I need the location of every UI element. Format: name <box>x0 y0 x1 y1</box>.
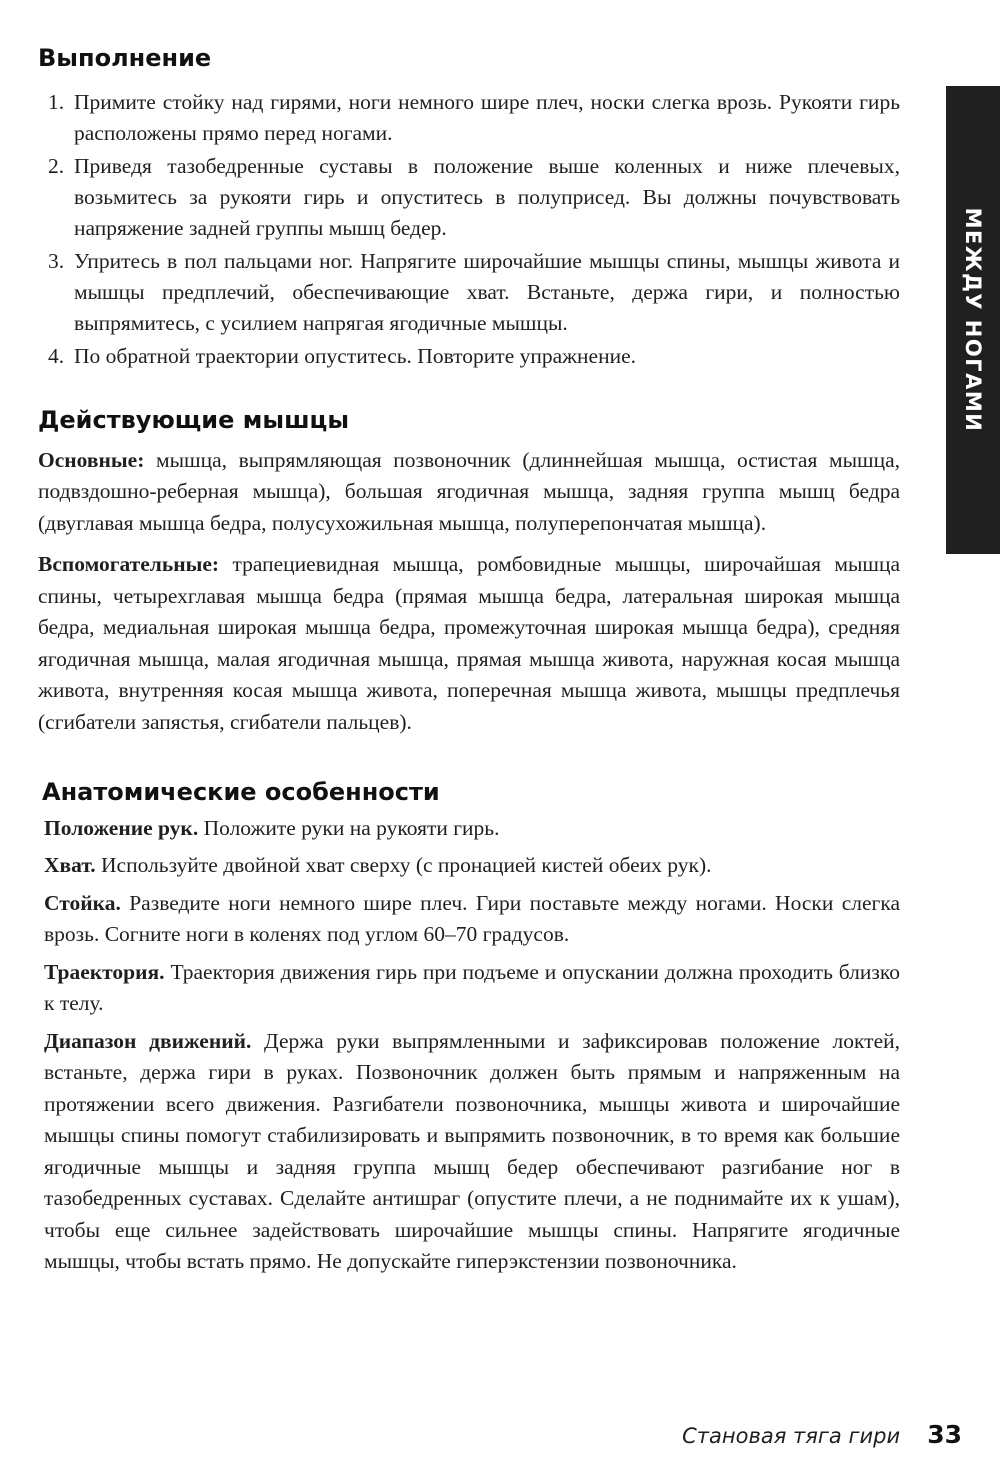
primary-muscles-text: мышца, выпрямляющая позвоночник (длиннейшая мышца, остистая мышца, подвздошно-реберная мышца), большая ягодичная мышца, задняя группа мышц бедра (двуглавая мышца бедра, полусухожильная мышца, полуперепончатая мышца). <box>38 447 901 535</box>
anatomy-item-label: Диапазон движений. <box>44 1028 252 1053</box>
anatomy-item-label: Положение рук. <box>44 815 199 840</box>
anatomy-item-label: Хват. <box>44 853 96 878</box>
step-text: Упритесь в пол пальцами ног. Напрягите широчайшие мышцы спины, мышцы живота и мышцы предплечий, обеспечивающие хват. Встаньте, держа гири, и полностью выпрямитесь, с усилием напрягая ягодичные мышцы. <box>74 248 900 335</box>
step-item <box>38 151 900 244</box>
heading-anatomy: Анатомические особенности <box>42 778 440 807</box>
primary-muscles-paragraph <box>38 445 900 540</box>
step-text: Приведя тазобедренные суставы в положение выше коленных и ниже плечевых, возьмитесь за рукояти гирь и опуститесь в полуприсед. Вы должны почувствовать напряжение задней группы мышц бедер. <box>74 153 900 240</box>
step-number: 1. <box>48 89 65 114</box>
page-footer <box>682 1420 962 1449</box>
step-item <box>38 87 900 149</box>
secondary-muscles-label: Вспомогательные: <box>38 552 220 577</box>
anatomy-item-text: Траектория движения гирь при подъеме и опускании должна проходить близко к телу. <box>44 959 900 1016</box>
anatomy-item-text: Положите руки на рукояти гирь. <box>203 815 500 840</box>
anatomy-block <box>44 813 900 1278</box>
anatomy-item-label: Траектория. <box>44 959 165 984</box>
primary-muscles-label: Основные: <box>38 447 145 472</box>
anatomy-item-text: Используйте двойной хват сверху (с пронацией кистей обеих рук). <box>101 853 712 878</box>
step-text: По обратной траектории опуститесь. Повторите упражнение. <box>74 343 636 368</box>
heading-execution: Выполнение <box>38 44 212 72</box>
step-number: 4. <box>48 343 65 368</box>
execution-steps-list <box>38 87 900 372</box>
anatomy-item-stance <box>44 888 900 951</box>
anatomy-item-hand-position <box>44 813 900 845</box>
running-title: Становая тяга гири <box>682 1424 901 1448</box>
anatomy-item-range-of-motion <box>44 1026 900 1278</box>
step-item <box>38 341 900 372</box>
anatomy-item-text: Разведите ноги немного шире плеч. Гири поставьте между ногами. Носки слегка врозь. Согните ноги в коленях под углом 60–70 градусов. <box>44 890 900 947</box>
step-text: Примите стойку над гирями, ноги немного шире плеч, носки слегка врозь. Рукояти гирь расположены прямо перед ногами. <box>74 89 900 145</box>
secondary-muscles-text: трапециевидная мышца, ромбовидные мышцы, широчайшая мышца спины, четырехглавая мышца бедра (прямая мышца бедра, латеральная широкая мышца бедра, медиальная широкая мышца бедра, промежуточная широкая мышца бедра), средняя ягодичная мышца, малая ягодичная мышца, прямая мышца живота, наружная косая мышца живота, внутренняя косая мышца живота, поперечная мышца живота, мышцы предплечья (сгибатели запястья, сгибатели пальцев). <box>38 552 900 734</box>
page-number: 33 <box>927 1420 962 1449</box>
step-item <box>38 246 900 339</box>
heading-muscles: Действующие мышцы <box>38 405 350 434</box>
chapter-side-tab-label: МЕЖДУ НОГАМИ <box>961 207 985 433</box>
page-content <box>38 44 900 1278</box>
anatomy-item-label: Стойка. <box>44 890 121 915</box>
chapter-side-tab <box>946 86 1000 554</box>
anatomy-item-text: Держа руки выпрямленными и зафиксировав положение локтей, встаньте, держа гири в руках. Позвоночник должен быть прямым и напряженным на протяжении всего движения. Разгибатели позвоночника, мышцы живота и широчайшие мышцы спины помогут стабилизировать и выпрямить позвоночник, в то время как большие ягодичные мышцы и задняя группа мышц бедер обеспечивают разгибание ног в тазобедренных суставах. Сделайте антишраг (опустите плечи, а не поднимайте их к ушам), чтобы еще сильнее задействовать широчайшие мышцы спины. Напрягите ягодичные мышцы, чтобы встать прямо. Не допускайте гиперэкстензии позвоночника. <box>44 1028 900 1274</box>
anatomy-item-trajectory <box>44 957 900 1020</box>
anatomy-item-grip <box>44 850 900 882</box>
secondary-muscles-paragraph <box>38 549 900 738</box>
step-number: 3. <box>48 248 65 273</box>
step-number: 2. <box>48 153 65 178</box>
